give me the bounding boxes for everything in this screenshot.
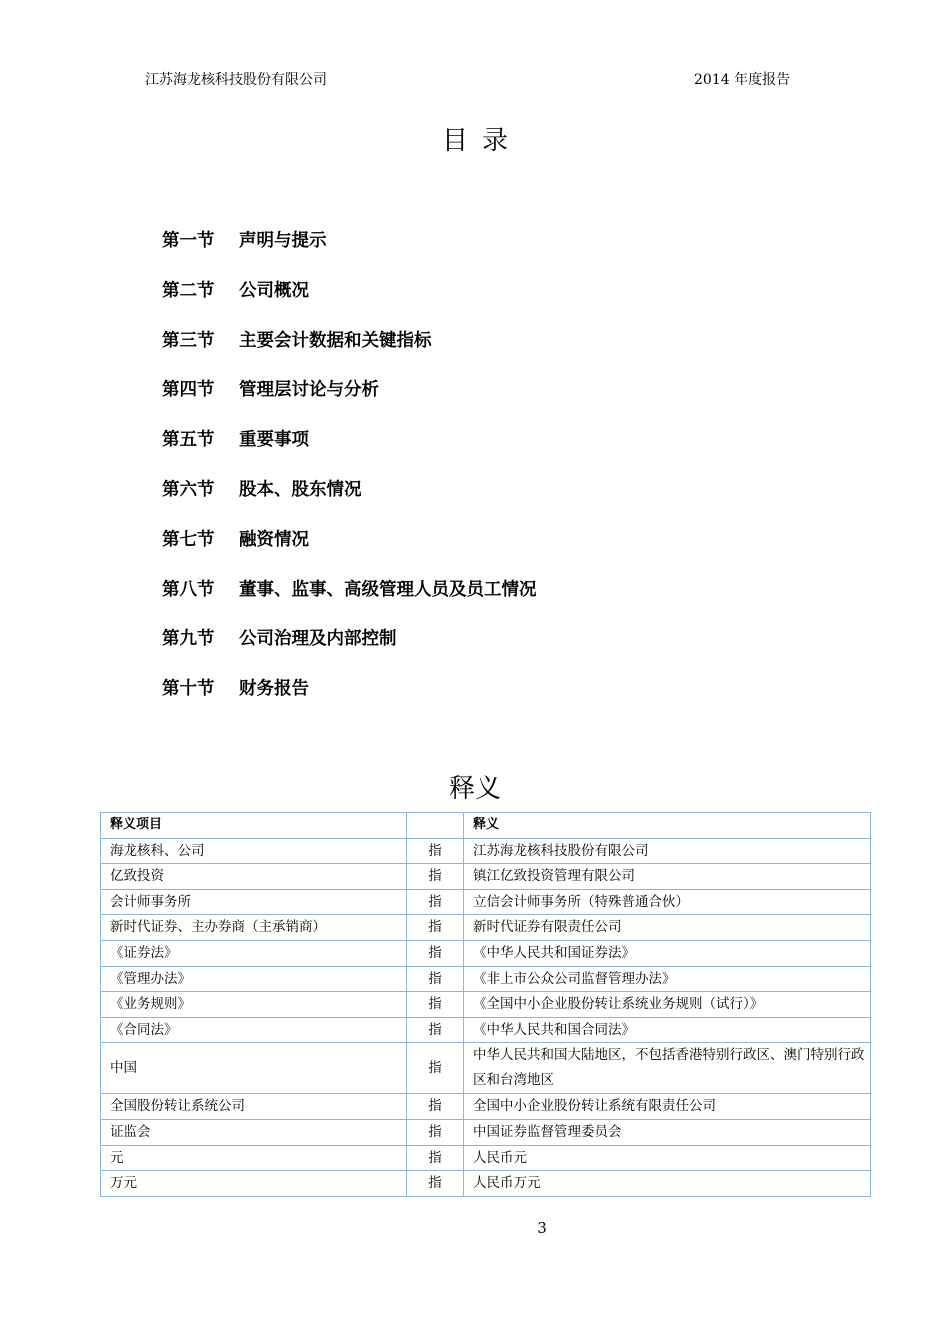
term-cell: 《业务规则》 [101,992,407,1018]
meaning-cell: 新时代证券有限责任公司 [464,915,871,941]
meaning-cell: 江苏海龙核科技股份有限公司 [464,838,871,864]
toc-item-title: 公司概况 [239,280,309,301]
table-row [101,966,871,992]
column-header-term: 释义项目 [101,813,407,839]
toc-item[interactable] [162,327,537,377]
column-header-meaning: 释义 [464,813,871,839]
term-cell: 亿致投资 [101,864,407,890]
term-cell: 会计师事务所 [101,889,407,915]
definitions-table [100,812,871,1197]
toc-item-title: 股本、股东情况 [239,479,362,500]
term-cell: 《证券法》 [101,940,407,966]
mark-cell: 指 [407,1119,464,1145]
term-cell: 证监会 [101,1119,407,1145]
mark-cell: 指 [407,1043,464,1094]
header-report-year: 2014 年度报告 [694,72,791,88]
toc-item-number: 第一节 [162,231,215,251]
definitions-title: 释义 [448,774,501,804]
table-row [101,940,871,966]
toc-item-title: 管理层讨论与分析 [239,380,379,401]
toc-item-title: 主要会计数据和关键指标 [239,330,432,351]
toc-item[interactable] [162,526,537,576]
toc-item[interactable] [162,576,537,626]
table-row [101,915,871,941]
column-header-mark [407,813,464,839]
mark-cell: 指 [407,889,464,915]
toc-item-title: 重要事项 [239,430,309,451]
header-company: 江苏海龙核科技股份有限公司 [145,72,327,88]
toc-item[interactable] [162,426,537,476]
toc-item-title: 融资情况 [239,529,309,550]
meaning-cell: 人民币万元 [464,1171,871,1197]
mark-cell: 指 [407,864,464,890]
mark-cell: 指 [407,966,464,992]
toc-item-number: 第四节 [162,380,215,401]
toc-list [162,227,537,725]
term-cell: 全国股份转让系统公司 [101,1094,407,1120]
toc-item-title: 公司治理及内部控制 [239,629,397,650]
mark-cell: 指 [407,940,464,966]
toc-item-number: 第七节 [162,529,215,550]
meaning-cell: 镇江亿致投资管理有限公司 [464,864,871,890]
toc-item[interactable] [162,277,537,327]
meaning-cell: 全国中小企业股份转让系统有限责任公司 [464,1094,871,1120]
term-cell: 中国 [101,1043,407,1094]
meaning-cell: 《中华人民共和国合同法》 [464,1017,871,1043]
meaning-cell: 《全国中小企业股份转让系统业务规则（试行）》 [464,992,871,1018]
table-row [101,1017,871,1043]
mark-cell: 指 [407,1145,464,1171]
toc-item[interactable] [162,675,537,725]
toc-item-number: 第二节 [162,280,215,301]
table-row [101,1171,871,1197]
mark-cell: 指 [407,1171,464,1197]
toc-item[interactable] [162,376,537,426]
mark-cell: 指 [407,838,464,864]
table-row [101,1094,871,1120]
toc-item[interactable] [162,476,537,526]
toc-item-number: 第六节 [162,479,215,500]
meaning-cell: 立信会计师事务所（特殊普通合伙） [464,889,871,915]
term-cell: 《合同法》 [101,1017,407,1043]
table-row [101,864,871,890]
toc-item[interactable] [162,625,537,675]
meaning-cell: 中国证券监督管理委员会 [464,1119,871,1145]
term-cell: 新时代证券、主办券商（主承销商） [101,915,407,941]
toc-item-number: 第十节 [162,679,215,700]
table-row [101,1043,871,1094]
toc-item-number: 第三节 [162,330,215,351]
toc-item-number: 第九节 [162,629,215,650]
meaning-cell: 人民币元 [464,1145,871,1171]
table-row [101,1119,871,1145]
term-cell: 海龙核科、公司 [101,838,407,864]
toc-item-number: 第八节 [162,579,215,600]
toc-item-number: 第五节 [162,430,215,451]
toc-item-title: 董事、监事、高级管理人员及员工情况 [239,579,537,600]
table-header-row [101,813,871,839]
toc-item[interactable] [162,227,537,277]
table-row [101,838,871,864]
table-row [101,1145,871,1171]
table-row [101,889,871,915]
meaning-cell: 《中华人民共和国证券法》 [464,940,871,966]
toc-item-title: 财务报告 [239,679,309,700]
page-number: 3 [537,1219,547,1237]
mark-cell: 指 [407,992,464,1018]
mark-cell: 指 [407,915,464,941]
toc-title: 目录 [441,126,522,156]
mark-cell: 指 [407,1094,464,1120]
term-cell: 《管理办法》 [101,966,407,992]
term-cell: 万元 [101,1171,407,1197]
meaning-cell: 《非上市公众公司监督管理办法》 [464,966,871,992]
term-cell: 元 [101,1145,407,1171]
table-row [101,992,871,1018]
toc-item-title: 声明与提示 [239,231,327,251]
mark-cell: 指 [407,1017,464,1043]
meaning-cell: 中华人民共和国大陆地区，不包括香港特别行政区、澳门特别行政区和台湾地区 [464,1043,871,1094]
